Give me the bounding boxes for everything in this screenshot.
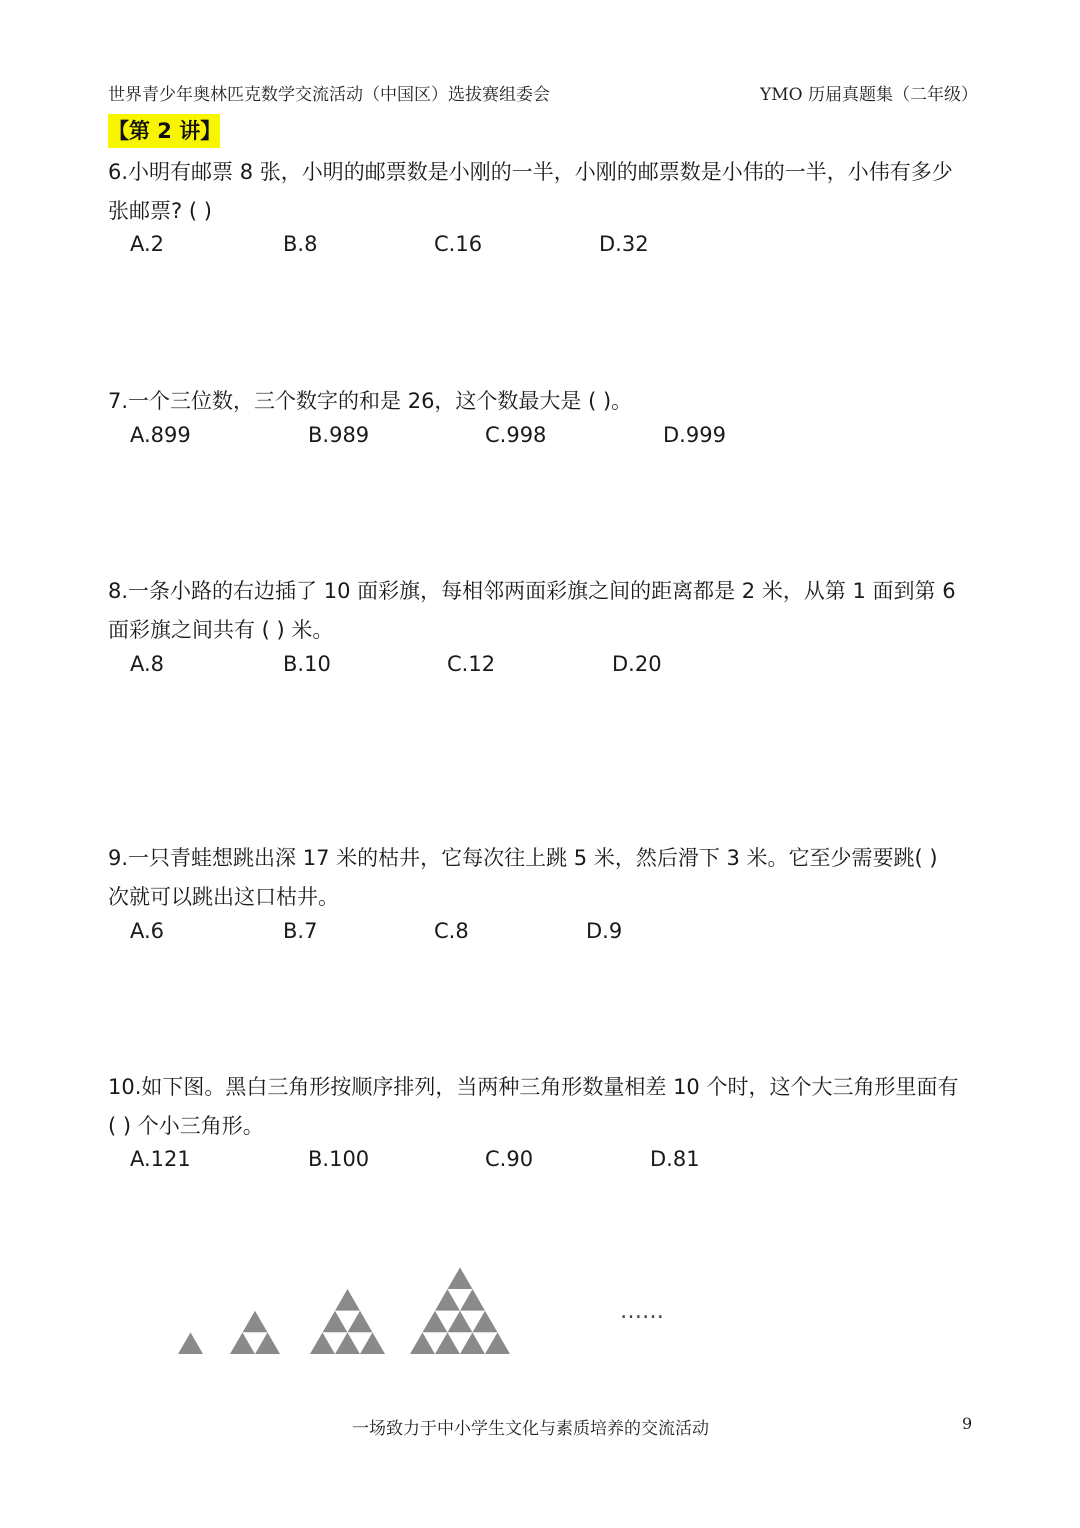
question-7-line-1: 7.一个三位数，三个数字的和是 26，这个数最大是 ( )。 [108,389,633,413]
section-tag: 【第 2 讲】 [108,114,220,148]
triangle-pattern-figure [160,1240,720,1370]
question-9-option-d: D.9 [586,919,623,943]
triangle-group-3 [310,1289,385,1354]
question-10-option-b: B.100 [308,1147,370,1171]
question-8-option-c: C.12 [447,652,496,676]
page-header-left: 世界青少年奥林匹克数学交流活动（中国区）选拔赛组委会 [108,85,550,105]
figure-ellipsis: …… [620,1299,664,1324]
question-10-line-2: ( ) 个小三角形。 [108,1114,264,1138]
question-8-option-d: D.20 [612,652,662,676]
question-7-option-b: B.989 [308,423,370,447]
question-6-option-a: A.2 [130,232,165,256]
page-number: 9 [962,1414,973,1433]
question-7-option-d: D.999 [663,423,726,447]
question-6-option-b: B.8 [283,232,318,256]
page-header-right: YMO 历届真题集（二年级） [760,85,978,105]
question-10-line-1: 10.如下图。黑白三角形按顺序排列，当两种三角形数量相差 10 个时，这个大三角形里面有 [108,1075,959,1099]
dark-triangle [448,1267,473,1289]
question-10-option-a: A.121 [130,1147,191,1171]
question-7-option-a: A.899 [130,423,191,447]
question-9-line-1: 9.一只青蛙想跳出深 17 米的枯井，它每次往上跳 5 米，然后滑下 3 米。它至少需要跳( ) [108,846,938,870]
question-7-option-c: C.998 [485,423,547,447]
question-8-line-1: 8.一条小路的右边插了 10 面彩旗，每相邻两面彩旗之间的距离都是 2 米，从第 1 面到第 6 [108,579,956,603]
footer-text: 一场致力于中小学生文化与素质培养的交流活动 [352,1419,709,1439]
question-10-option-c: C.90 [485,1147,534,1171]
question-10-option-d: D.81 [650,1147,700,1171]
question-8-option-b: B.10 [283,652,331,676]
dark-triangle [243,1311,268,1333]
question-9-option-a: A.6 [130,919,165,943]
question-6-line-2: 张邮票? ( ) [108,199,212,223]
dark-triangle [178,1332,203,1354]
question-9-option-c: C.8 [434,919,469,943]
question-6-line-1: 6.小明有邮票 8 张，小明的邮票数是小刚的一半，小刚的邮票数是小伟的一半，小伟有多少 [108,160,953,184]
dark-triangle [335,1289,360,1311]
question-8-line-2: 面彩旗之间共有 ( ) 米。 [108,618,334,642]
triangle-group-1 [178,1332,203,1354]
question-8-option-a: A.8 [130,652,165,676]
question-6-option-d: D.32 [599,232,649,256]
triangle-group-2 [230,1311,280,1354]
question-9-line-2: 次就可以跳出这口枯井。 [108,885,339,909]
triangle-group-4 [410,1267,510,1354]
question-6-option-c: C.16 [434,232,483,256]
question-9-option-b: B.7 [283,919,318,943]
